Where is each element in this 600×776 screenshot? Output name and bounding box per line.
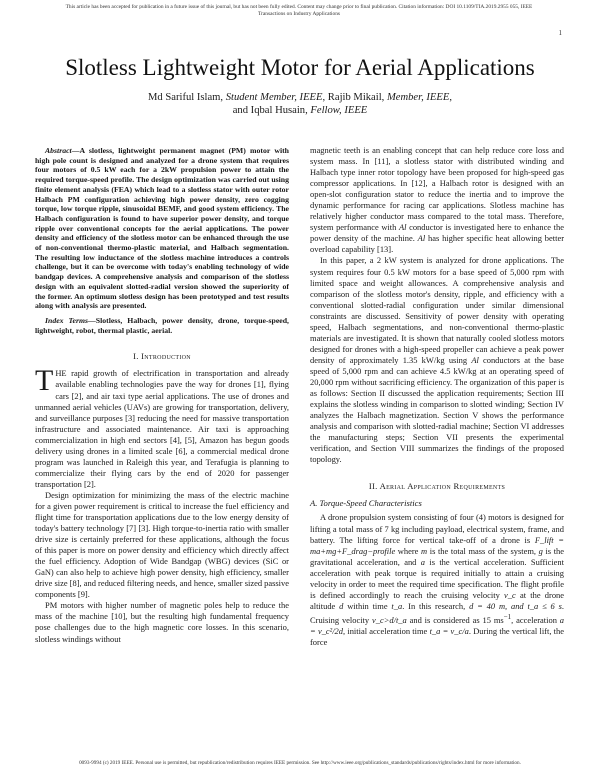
left-column bbox=[35, 146, 289, 645]
body-paragraph-2: In this paper, a 2 kW system is analyzed for drone applications. The system requires four 0.5 kW motors for a base speed of 5,000 rpm with limited space and weight allowances. A comprehensive analysis and comparison of the slotless motor's density, ripple, and efficiency with a conventional slotted-radial configuration under similar dimensional constraints are discussed. Sensitivity of power density with operating speed, Halbach segmentations, and non-conventional thermo-plastic materials are investigated. It is shown that naturally cooled slotless motors designed for drones with a high-speed propeller can achieve a peak power density of approximately 1.35 kW/kg using Al conductors at the base speed of 5,000 rpm and can achieve 4.5 kW/kg at an operating speed of 20,000 rpm without sacrificing efficiency. The organization of this paper is as follows: Section II discussed the application requirements; Section III explains the slotless winding in comparison to slotted winding; Section IV analyzes the Halbach magnetization. Section V shows the performance analysis and comparison with slotted-radial machine; Section VI addresses the manufacturing steps; Section VII presents the experimental verification, and Section VIII summarizes the findings of the proposed topology. bbox=[310, 255, 564, 465]
intro-paragraph-2: Design optimization for minimizing the mass of the electric machine for a given power requirement is critical to increase the fuel efficiency and flight time for transportation applications due to the low energy density of today's battery technology [7] [3]. High torque-to-inertia ratio with smaller drive size is certainly preferred for these applications, although the focus of this paper is more on power density and efficiency which directly affect the fuel efficiency. Adoption of Wide Bandgap (WBG) devices (SiC or GaN) can also help to achieve high power density, high efficiency, smaller drive size [8], and reduced filtering needs, and hence, smaller sized passive components [9]. bbox=[35, 489, 289, 600]
author-block bbox=[60, 91, 540, 117]
abstract-text: —A slotless, lightweight permanent magnet (PM) motor with high pole count is designed and analyzed for a drone system that requires four motors of 0.5 kW each for a 2kW propulsion power to attain the required torque-speed profile. The design optimization was carried out using finite element analysis (FEA) which lead to a slotless stator with outer rotor Halbach PM configuration achieving high power density, zero cogging torque, low torque ripple, sinusoidal BEMF, and good system efficiency. The Halbach configuration is found to have superior power density, and torque ripple over conventional concepts for the aerial applications. The power density and efficiency of the slotless motor can be enhanced through the use of non-conventional thermo-plastic material, and Halbach segmentation. The resulting low inductance of the slotless machine introduces a controls challenge, but it can be overcome with today's enabling technology of wide bandgap devices. A comprehensive analysis and comparison of the slotless design with an equivalent slotted-radial version showed the superiority of the former. An optimum slotless design has been prototyped and test results along with analysis are presented. bbox=[35, 146, 289, 311]
author-line-2: and Iqbal Husain, Fellow, IEEE bbox=[232, 105, 368, 116]
page-number: 1 bbox=[558, 29, 562, 37]
index-terms bbox=[35, 316, 289, 335]
copyright-footer: 0093-9994 (c) 2019 IEEE. Personal use is permitted, but republication/redistribution requires IEEE permission. See http://www.ieee.org/publications_standards/publications/rights/index.html for more information. bbox=[79, 760, 521, 766]
section-heading-introduction: I. Introduction bbox=[133, 351, 191, 362]
index-terms-text: —Slotless, Halbach, power density, drone, torque-speed, lightweight, robot, thermal plastic, aerial. bbox=[35, 315, 289, 335]
section-heading-requirements: II. Aerial Application Requirements bbox=[368, 481, 506, 492]
author-line-1: Md Sariful Islam, Student Member, IEEE, Rajib Mikail, Member, IEEE, bbox=[148, 92, 452, 103]
lift-force-equation: F_lift = ma+mg+F_drag−profile bbox=[310, 534, 564, 556]
body-paragraph-continued: magnetic teeth is an enabling concept that can help reduce core loss and system mass. In [11], a slotless stator with distributed winding and Halbach type inner rotor topology have been proposed for high-speed gas compressor applications. In [12], a Halbach rotor is designed with an open-slot configuration stator to reduce the inertia and to improve the dynamic performance for racing car applications. Slotless machine has relatively higher conductor mass compared to the total mass. Therefore, system performance with Al conductor is investigated here to enhance the power density of the machine. Al has higher specific heat allowing better overload capability [13]. bbox=[310, 145, 565, 255]
header-notice bbox=[34, 4, 564, 17]
subsection-heading-torque-speed: A. Torque-Speed Characteristics bbox=[310, 498, 422, 509]
intro-paragraph-3: PM motors with higher number of magnetic poles help to reduce the mass of the machine [10], but the resulting high fundamental frequency pose challenges due to the high magnetic core losses. In this scenario, slotless windings without bbox=[35, 600, 289, 644]
header-notice-line1: This article has been accepted for publication in a future issue of this journal, but has not been fully edited. Content may change prior to final publication. Citation information: DOI 10.1109/TIA.2019.2955 055, IEEE bbox=[65, 4, 533, 10]
header-notice-line2: Transactions on Industry Applications bbox=[257, 10, 340, 17]
drop-cap: T bbox=[35, 364, 54, 398]
index-terms-lead: Index Terms bbox=[45, 315, 89, 325]
right-column bbox=[310, 145, 564, 648]
abstract bbox=[35, 146, 289, 311]
abstract-lead: Abstract bbox=[45, 146, 72, 155]
paper-title: Slotless Lightweight Motor for Aerial Applications bbox=[65, 55, 535, 80]
intro-paragraph-1: THE rapid growth of electrification in transportation and already available enabling technologies pave the way for drones [1], flying cars [2], and air taxi type aerial applications. The use of drones and unmanned aerial vehicles (UAVs) are growing for transportation, delivery, and surveillance purposes [3] reducing the need for massive transportation infrastructure and associated maintenance. Air taxi is approaching commercialization in high end sectors [4], [5], Amazon has begun goods delivery using drones in a limited scale [6], a commercial medical drone program was launched in Raleigh this year, and Terafugia is planning to commercialize their flying cars by the end of 2020 for passenger transportation [2]. bbox=[35, 364, 289, 489]
body-paragraph-3: A drone propulsion system consisting of four (4) motors is designed for lifting a total mass of 7 kg including payload, electrical system, frame, and battery. The lifting force for vertical take-off of a drone is F_lift = ma+mg+F_drag−profile where m is the total mass of the system, g is the gravitational acceleration, and a is the vertical acceleration. Sufficient acceleration with peak torque is required initially to attain a cruising velocity in order to meet the required time specification. The flight profile is defined accordingly to reach the cruising velocity v_c at the drone altitude d within time t_a. In this research, d = 40 m, and t_a ≤ 6 s. Cruising velocity v_c>d/t_a and is considered as 15 $ms^{-1}$, acceleration a = v_c²/2d, initial acceleration time t_a = v_c/a. During the vertical lift, the force bbox=[310, 512, 565, 647]
